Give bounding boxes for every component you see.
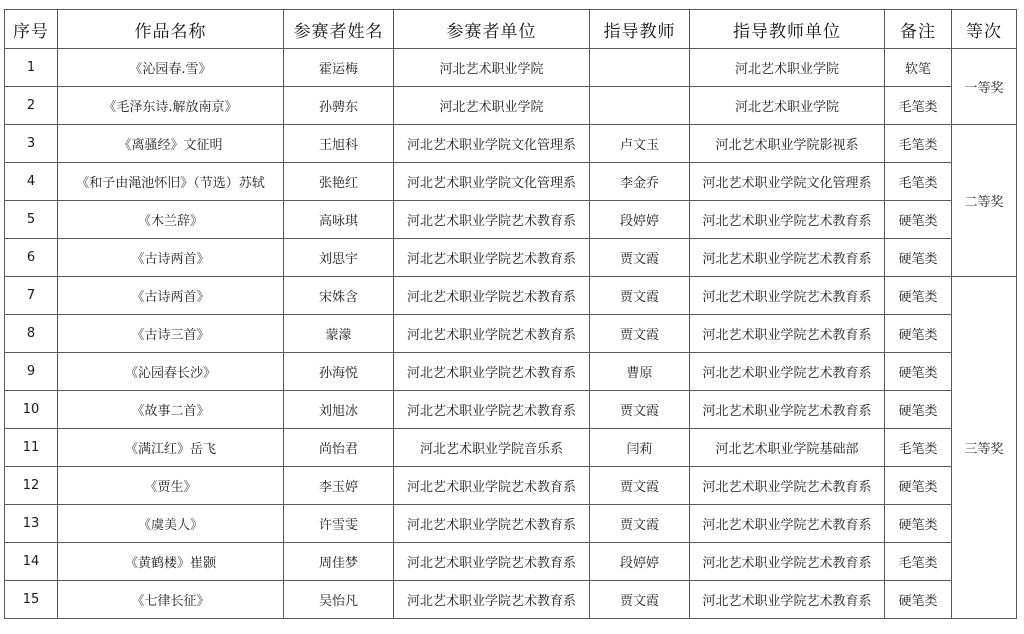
header-participant: 参赛者姓名 (284, 10, 394, 49)
awards-table (4, 9, 1017, 619)
cell-teacher-unit: 河北艺术职业学院影视系 (690, 125, 885, 163)
cell-seq: 4 (5, 163, 58, 201)
header-teacher-unit: 指导教师单位 (690, 10, 885, 49)
cell-note: 毛笔类 (885, 125, 952, 163)
cell-teacher: 段婷婷 (590, 543, 690, 581)
cell-participant: 周佳梦 (284, 543, 394, 581)
cell-participant-unit: 河北艺术职业学院艺术教育系 (394, 315, 590, 353)
cell-teacher: 贾文霞 (590, 467, 690, 505)
cell-title: 《古诗三首》 (58, 315, 284, 353)
cell-note: 硬笔类 (885, 505, 952, 543)
cell-seq: 2 (5, 87, 58, 125)
cell-participant-unit: 河北艺术职业学院音乐系 (394, 429, 590, 467)
cell-teacher-unit: 河北艺术职业学院艺术教育系 (690, 543, 885, 581)
cell-note: 毛笔类 (885, 543, 952, 581)
cell-participant: 霍运梅 (284, 49, 394, 87)
cell-teacher: 贾文霞 (590, 505, 690, 543)
cell-teacher-unit: 河北艺术职业学院 (690, 87, 885, 125)
cell-note: 硬笔类 (885, 467, 952, 505)
cell-title: 《虞美人》 (58, 505, 284, 543)
cell-title: 《沁园春.雪》 (58, 49, 284, 87)
table-row (5, 277, 1017, 315)
cell-participant-unit: 河北艺术职业学院艺术教育系 (394, 581, 590, 619)
cell-participant-unit: 河北艺术职业学院艺术教育系 (394, 467, 590, 505)
cell-note: 软笔 (885, 49, 952, 87)
cell-teacher: 贾文霞 (590, 315, 690, 353)
cell-teacher: 贾文霞 (590, 277, 690, 315)
cell-note: 硬笔类 (885, 391, 952, 429)
cell-participant-unit: 河北艺术职业学院艺术教育系 (394, 353, 590, 391)
cell-teacher-unit: 河北艺术职业学院艺术教育系 (690, 239, 885, 277)
cell-seq: 14 (5, 543, 58, 581)
cell-note: 毛笔类 (885, 429, 952, 467)
cell-participant: 许雪雯 (284, 505, 394, 543)
cell-teacher: 贾文霞 (590, 581, 690, 619)
table-row (5, 87, 1017, 125)
cell-seq: 15 (5, 581, 58, 619)
cell-participant-unit: 河北艺术职业学院 (394, 87, 590, 125)
cell-seq: 8 (5, 315, 58, 353)
cell-title: 《贾生》 (58, 467, 284, 505)
cell-teacher-unit: 河北艺术职业学院 (690, 49, 885, 87)
cell-note: 硬笔类 (885, 353, 952, 391)
cell-seq: 10 (5, 391, 58, 429)
header-grade: 等次 (952, 10, 1017, 49)
cell-participant: 宋姝含 (284, 277, 394, 315)
cell-teacher-unit: 河北艺术职业学院艺术教育系 (690, 201, 885, 239)
header-participant-unit: 参赛者单位 (394, 10, 590, 49)
cell-title: 《离骚经》文征明 (58, 125, 284, 163)
header-teacher: 指导教师 (590, 10, 690, 49)
table-row (5, 505, 1017, 543)
cell-participant: 李玉婷 (284, 467, 394, 505)
table-row (5, 581, 1017, 619)
cell-note: 硬笔类 (885, 277, 952, 315)
header-note: 备注 (885, 10, 952, 49)
cell-seq: 5 (5, 201, 58, 239)
cell-teacher-unit: 河北艺术职业学院艺术教育系 (690, 581, 885, 619)
table-row (5, 353, 1017, 391)
cell-seq: 11 (5, 429, 58, 467)
cell-grade: 二等奖 (952, 125, 1017, 277)
cell-participant-unit: 河北艺术职业学院艺术教育系 (394, 391, 590, 429)
cell-participant: 蒙濛 (284, 315, 394, 353)
cell-teacher-unit: 河北艺术职业学院文化管理系 (690, 163, 885, 201)
cell-teacher: 段婷婷 (590, 201, 690, 239)
table-row (5, 543, 1017, 581)
table-row (5, 49, 1017, 87)
header-row (5, 10, 1017, 49)
cell-note: 硬笔类 (885, 315, 952, 353)
cell-participant: 刘思宇 (284, 239, 394, 277)
cell-teacher-unit: 河北艺术职业学院艺术教育系 (690, 277, 885, 315)
table-row (5, 125, 1017, 163)
cell-note: 硬笔类 (885, 581, 952, 619)
cell-participant-unit: 河北艺术职业学院 (394, 49, 590, 87)
cell-title: 《黄鹤楼》崔颢 (58, 543, 284, 581)
cell-note: 硬笔类 (885, 239, 952, 277)
cell-participant: 孙海悦 (284, 353, 394, 391)
cell-note: 硬笔类 (885, 201, 952, 239)
cell-seq: 7 (5, 277, 58, 315)
cell-teacher-unit: 河北艺术职业学院基础部 (690, 429, 885, 467)
table-row (5, 429, 1017, 467)
cell-seq: 6 (5, 239, 58, 277)
table-row (5, 391, 1017, 429)
cell-teacher-unit: 河北艺术职业学院艺术教育系 (690, 467, 885, 505)
cell-note: 毛笔类 (885, 87, 952, 125)
cell-participant: 王旭科 (284, 125, 394, 163)
cell-participant: 高咏琪 (284, 201, 394, 239)
cell-title: 《满江红》岳飞 (58, 429, 284, 467)
cell-seq: 3 (5, 125, 58, 163)
cell-teacher: 贾文霞 (590, 239, 690, 277)
cell-title: 《七律长征》 (58, 581, 284, 619)
cell-title: 《毛泽东诗.解放南京》 (58, 87, 284, 125)
header-title: 作品名称 (58, 10, 284, 49)
cell-title: 《木兰辞》 (58, 201, 284, 239)
cell-participant: 张艳红 (284, 163, 394, 201)
table-row (5, 467, 1017, 505)
cell-title: 《故事二首》 (58, 391, 284, 429)
table-row (5, 315, 1017, 353)
cell-participant-unit: 河北艺术职业学院艺术教育系 (394, 277, 590, 315)
cell-teacher (590, 87, 690, 125)
cell-participant-unit: 河北艺术职业学院艺术教育系 (394, 239, 590, 277)
cell-title: 《沁园春长沙》 (58, 353, 284, 391)
cell-title: 《和子由渑池怀旧》（节选）苏轼 (58, 163, 284, 201)
table-row (5, 201, 1017, 239)
cell-participant: 尚怡君 (284, 429, 394, 467)
cell-seq: 13 (5, 505, 58, 543)
cell-title: 《古诗两首》 (58, 277, 284, 315)
cell-participant-unit: 河北艺术职业学院艺术教育系 (394, 201, 590, 239)
cell-participant-unit: 河北艺术职业学院艺术教育系 (394, 543, 590, 581)
cell-title: 《古诗两首》 (58, 239, 284, 277)
header-seq: 序号 (5, 10, 58, 49)
cell-teacher: 贾文霞 (590, 391, 690, 429)
cell-teacher: 曹原 (590, 353, 690, 391)
table-row (5, 239, 1017, 277)
cell-teacher: 李金乔 (590, 163, 690, 201)
cell-participant: 刘旭冰 (284, 391, 394, 429)
cell-teacher-unit: 河北艺术职业学院艺术教育系 (690, 353, 885, 391)
cell-grade: 一等奖 (952, 49, 1017, 125)
cell-note: 毛笔类 (885, 163, 952, 201)
cell-teacher: 闫莉 (590, 429, 690, 467)
cell-participant: 孙骋东 (284, 87, 394, 125)
cell-participant: 吴怡凡 (284, 581, 394, 619)
cell-participant-unit: 河北艺术职业学院艺术教育系 (394, 505, 590, 543)
table-row (5, 163, 1017, 201)
cell-teacher-unit: 河北艺术职业学院艺术教育系 (690, 391, 885, 429)
cell-seq: 12 (5, 467, 58, 505)
cell-teacher (590, 49, 690, 87)
cell-participant-unit: 河北艺术职业学院文化管理系 (394, 163, 590, 201)
cell-grade: 三等奖 (952, 277, 1017, 619)
cell-seq: 9 (5, 353, 58, 391)
cell-teacher-unit: 河北艺术职业学院艺术教育系 (690, 505, 885, 543)
cell-participant-unit: 河北艺术职业学院文化管理系 (394, 125, 590, 163)
cell-teacher: 卢文玉 (590, 125, 690, 163)
cell-teacher-unit: 河北艺术职业学院艺术教育系 (690, 315, 885, 353)
cell-seq: 1 (5, 49, 58, 87)
